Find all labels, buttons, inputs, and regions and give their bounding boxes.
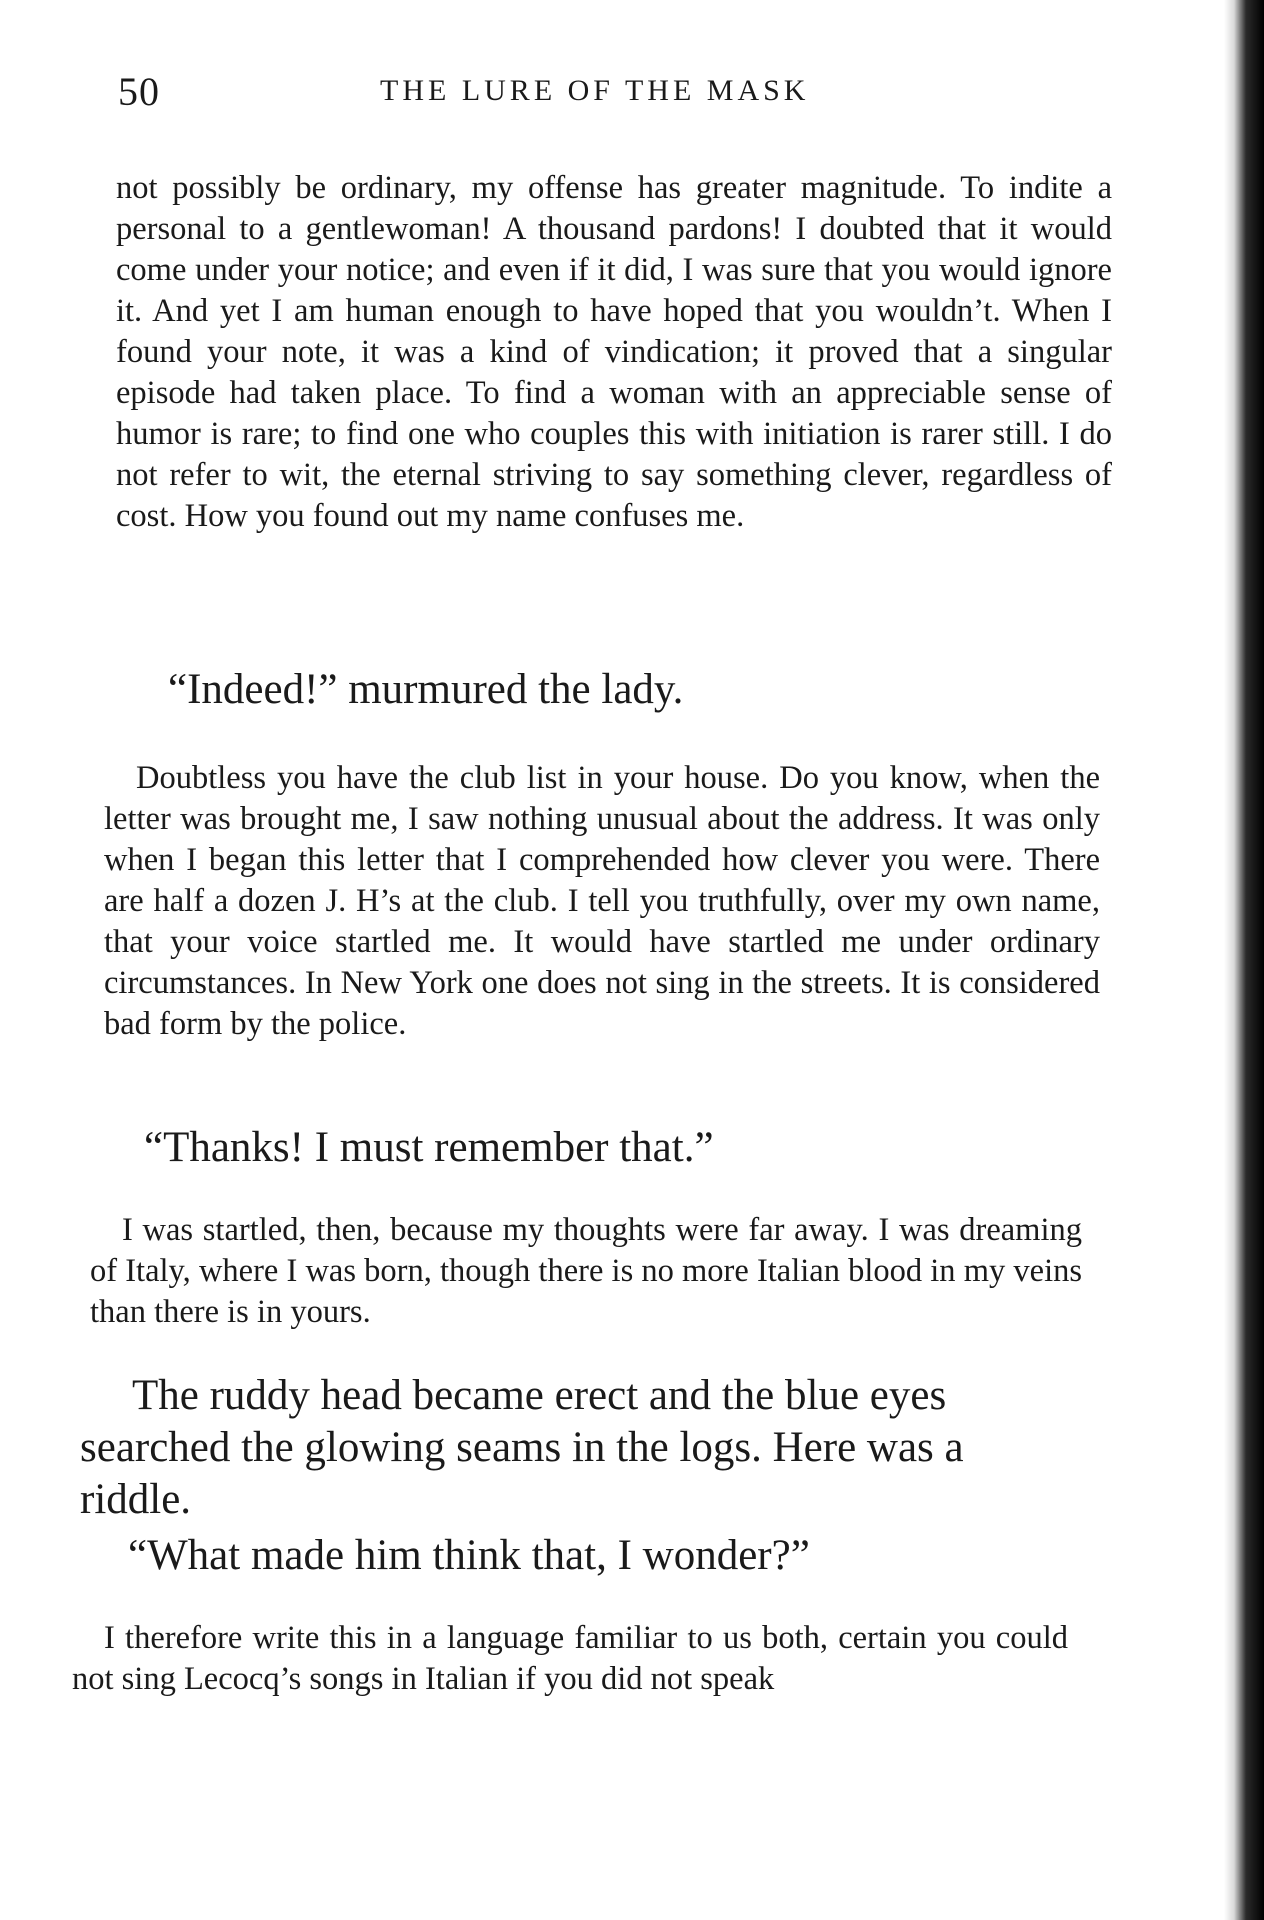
running-title: THE LURE OF THE MASK (380, 74, 810, 107)
dialogue-wonder: “What made him think that, I wonder?” (128, 1532, 810, 1579)
book-spine-shadow (1224, 0, 1264, 1920)
dialogue-indeed: “Indeed!” murmured the lady. (168, 666, 684, 713)
letter-paragraph-1: not possibly be ordinary, my offense has greater magnitude. To indite a personal to a gentlewoman! A thousand pardons! I doubted that it would come under your notice; and even if it did, I was sure that you would ignore it. And yet I am human enough to have hoped that you wouldn’t. When I found your note, it was a kind of vindication; it proved that a singular episode had taken place. To find a woman with an appreciable sense of humor is rare; to find one who couples this with initiation is rarer still. I do not refer to wit, the eternal striving to say something clever, regardless of cost. How you found out my name confuses me. (116, 170, 1112, 534)
letter-paragraph-4: I therefore write this in a language familiar to us both, certain you could not sing Lecocq’s songs in Italian if you did not speak (72, 1620, 1068, 1697)
narrative-paragraph: The ruddy head became erect and the blue eyes searched the glowing seams in the logs. Here was a riddle. (80, 1372, 964, 1523)
page-header (118, 68, 1118, 128)
letter-paragraph-3: I was startled, then, because my thoughts were far away. I was dreaming of Italy, where I was born, though there is no more Italian blood in my veins than there is in yours. (90, 1212, 1082, 1330)
page-number: 50 (118, 69, 160, 114)
dialogue-thanks: “Thanks! I must remember that.” (144, 1124, 714, 1171)
letter-paragraph-2: Doubtless you have the club list in your house. Do you know, when the letter was brought me, I saw nothing unusual about the address. It was only when I began this letter that I comprehended how clever you were. There are half a dozen J. H’s at the club. I tell you truthfully, over my own name, that your voice startled me. It would have startled me under ordinary circumstances. In New York one does not sing in the streets. It is considered bad form by the police. (104, 760, 1100, 1042)
